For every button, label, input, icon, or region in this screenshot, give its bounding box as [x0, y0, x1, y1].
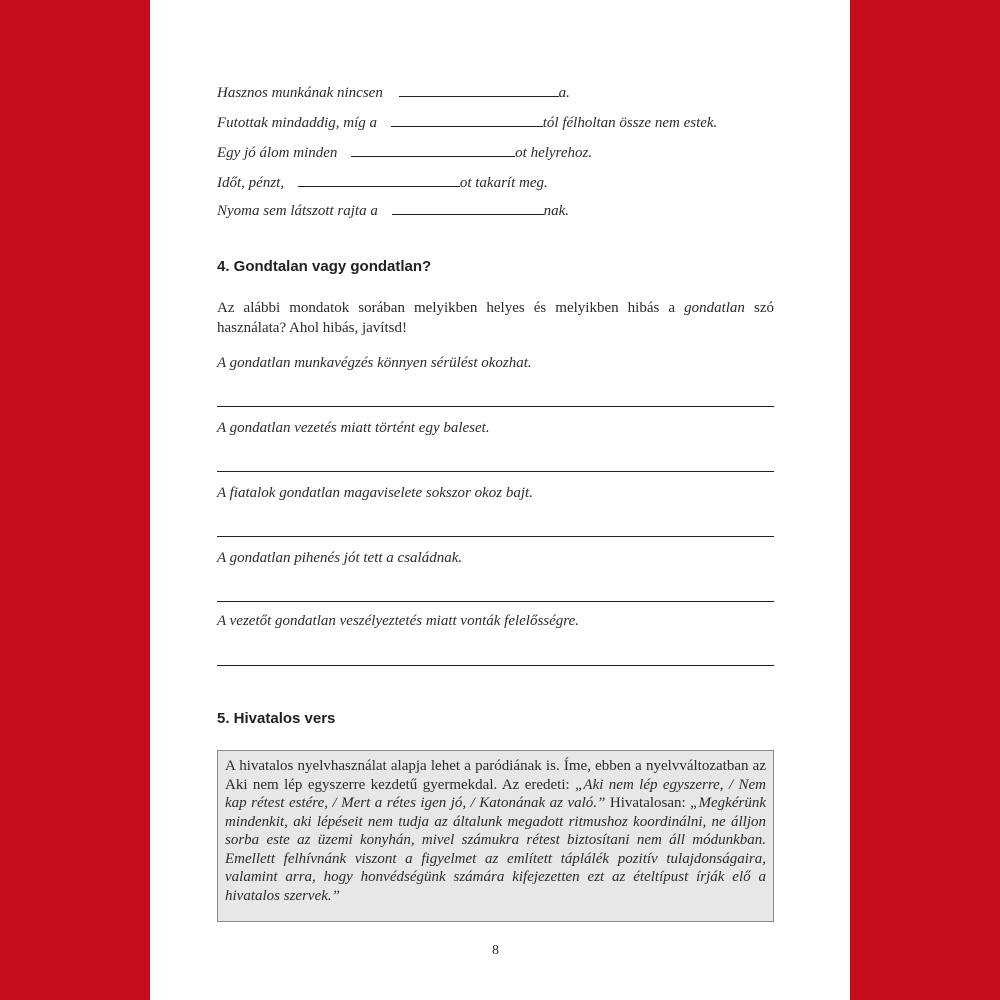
fill-line	[217, 142, 592, 162]
fill-line-before: Nyoma sem látszott rajta a	[217, 203, 378, 219]
fill-line-after: ot takarít meg.	[459, 175, 548, 191]
sentence-4: A gondatlan pihenés jót tett a családnak.	[217, 550, 463, 566]
blank-field[interactable]	[392, 200, 544, 215]
sentence-1: A gondatlan munkavégzés könnyen sérülést okozhat.	[217, 355, 532, 371]
fill-line-before: Futottak mindaddig, míg a	[217, 115, 377, 131]
sentence-2: A gondatlan vezetés miatt történt egy baleset.	[217, 420, 490, 436]
sentence-5: A vezetőt gondatlan veszélyeztetés miatt vonták felelősségre.	[217, 613, 579, 629]
answer-line[interactable]	[217, 665, 774, 666]
fill-line-after: nak.	[543, 203, 570, 219]
fill-line-after: a.	[558, 85, 570, 101]
fill-line-before: Időt, pénzt,	[217, 175, 285, 191]
answer-line[interactable]	[217, 601, 774, 602]
sentence-3: A fiatalok gondatlan magaviselete sokszor okoz bajt.	[217, 485, 533, 501]
blank-field[interactable]	[391, 112, 543, 127]
answer-line[interactable]	[217, 471, 774, 472]
answer-line[interactable]	[217, 406, 774, 407]
instruction-text: Az alábbi mondatok sorában melyikben helyes és melyikben hibás a	[217, 300, 685, 316]
workbook-page	[150, 0, 850, 1000]
section-5-title: 5. Hivatalos vers	[217, 710, 336, 727]
page-number: 8	[492, 943, 499, 958]
section-4-instruction	[217, 298, 774, 338]
fill-line	[217, 112, 717, 132]
blank-field[interactable]	[351, 142, 515, 157]
instruction-text: szó használata? Ahol hibás, javítsd!	[217, 300, 774, 336]
fill-line-before: Hasznos munkának nincsen	[217, 85, 383, 101]
blank-field[interactable]	[399, 82, 559, 97]
section-4-title: 4. Gondtalan vagy gondatlan?	[217, 258, 432, 275]
box-intro: A hivatalos nyelvhasználat alapja lehet a paródiának is. Íme, ebben a nyelvváltozatban az Aki nem lép egyszerre kezdetű gyermekdal. Az eredeti:	[225, 758, 766, 793]
blank-field[interactable]	[298, 172, 460, 187]
box-official-version: „Megkérünk mindenkit, aki lépéseit nem tudja az általunk megadott ritmushoz koordinálni, ne álljon sorba este az üzemi konyhán, mivel számukra rétest biztosítani nem áll módunkban. Emellett felhívnánk viszont a figyelmet az említett táplálék pozitív tulajdonságaira, valamint arra, hogy honvédségünk számára kifejezetten ezt az ételtípust írják elő a hivatalos szervek.”	[225, 795, 766, 904]
instruction-keyword: gondatlan	[684, 300, 745, 316]
box-original-verse: „Aki nem lép egyszerre, / Nem kap rétest estére, / Mert a rétes igen jó, / Katonának az való.”	[225, 776, 766, 811]
fill-line-after: ot helyrehoz.	[515, 145, 593, 161]
fill-line	[217, 172, 548, 192]
fill-line-after: tól félholtan össze nem estek.	[542, 115, 718, 131]
box-official-label: Hivatalosan:	[605, 795, 691, 811]
fill-line	[217, 200, 569, 220]
answer-line[interactable]	[217, 536, 774, 537]
fill-line	[217, 82, 570, 102]
fill-line-before: Egy jó álom minden	[217, 145, 338, 161]
parody-textbox	[217, 750, 774, 922]
